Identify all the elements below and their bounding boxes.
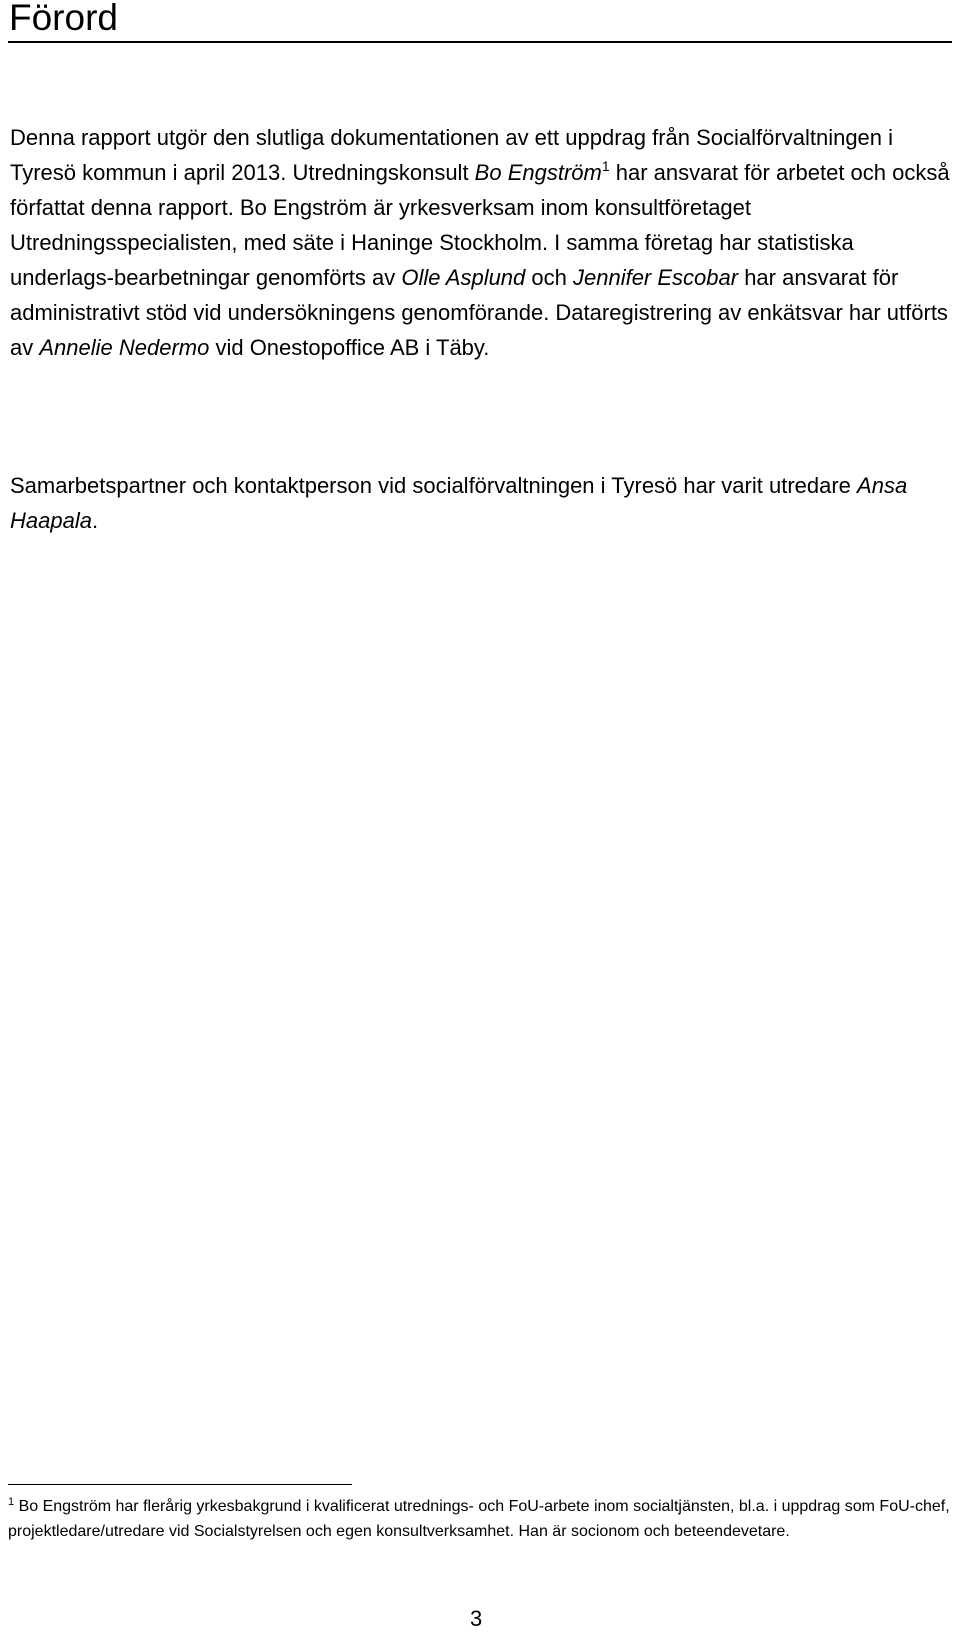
foreword-paragraph-2 xyxy=(10,468,950,538)
footnote-reference[interactable]: 1 xyxy=(601,158,610,174)
paragraph-text: . xyxy=(91,508,99,533)
footnote-text: Bo Engström har flerårig yrkesbakgrund i kvalificerat utrednings- och FoU-arbete inom socialtjänsten, bl.a. i uppdrag som FoU-chef, projektledare/utredare vid Socialstyrelsen och egen konsultverksamhet. Han är socionom och beteendevetare. xyxy=(8,1498,950,1540)
foreword-paragraph-1 xyxy=(10,120,950,365)
page-number: 3 xyxy=(470,1606,483,1631)
paragraph-text: Samarbetspartner och kontaktperson vid socialförvaltningen i Tyresö har varit utredare xyxy=(10,473,858,498)
footnote-separator xyxy=(8,1484,352,1485)
paragraph-text: vid Onestopoffice AB i Täby. xyxy=(209,335,490,360)
heading-underline xyxy=(8,41,952,43)
person-name: Jennifer Escobar xyxy=(572,265,739,290)
person-name: Annelie Nedermo xyxy=(39,335,210,360)
person-name: Olle Asplund xyxy=(401,265,526,290)
footnote xyxy=(8,1494,954,1544)
footnote-marker: 1 xyxy=(8,1496,15,1508)
author-name: Bo Engström xyxy=(474,160,602,185)
paragraph-text: Denna rapport utgör den slutliga dokumentationen av ett uppdrag från Socialförvaltningen i Tyresö kommun i april 2013. Utredningskonsult xyxy=(10,125,894,185)
person-name: Ansa Haapala xyxy=(10,473,908,533)
paragraph-text: har ansvarat för administrativt stöd vid undersökningens genomförande. Dataregistrering av enkätsvar har utförts av xyxy=(10,265,948,360)
paragraph-text: har ansvarat för arbetet och också författat denna rapport. Bo Engström är yrkesverksam inom konsultföretaget Utredningsspecialisten, med säte i Haninge Stockholm. I samma företag har statistiska underlags-bearbetningar genomförts av xyxy=(10,160,950,290)
paragraph-text: och xyxy=(525,265,573,290)
page-heading: Förord xyxy=(9,0,118,38)
